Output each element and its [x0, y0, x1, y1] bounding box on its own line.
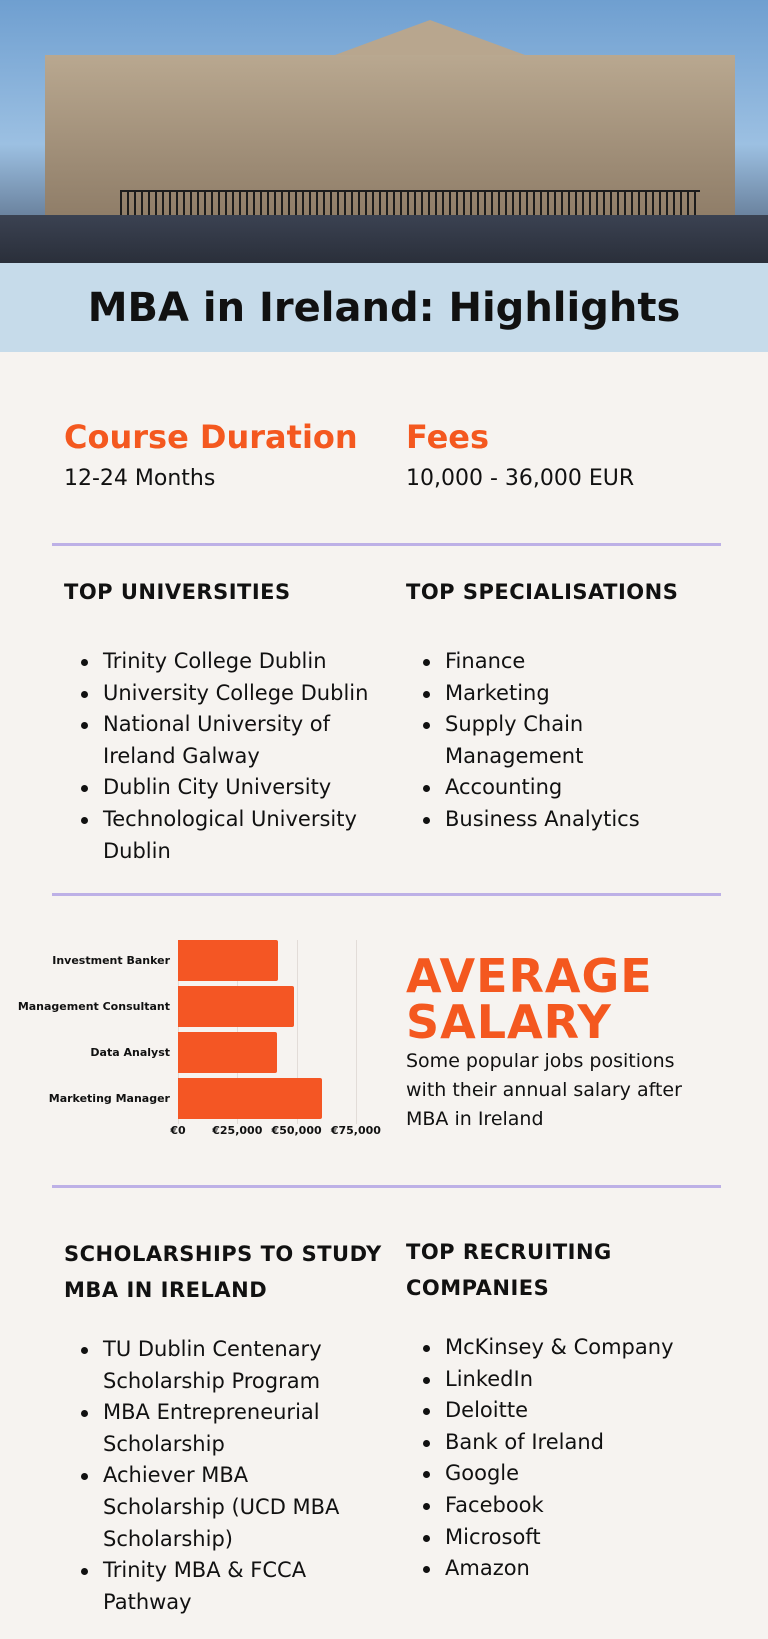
average-salary-description: Some popular jobs positions with their annual salary after MBA in Ireland: [406, 1050, 682, 1130]
top-recruiting-companies: [406, 1234, 706, 1585]
divider: [52, 543, 721, 546]
top-specialisations-heading: TOP SPECIALISATIONS: [406, 580, 679, 604]
course-duration-value: 12-24 Months: [64, 466, 216, 491]
top-specialisations: [406, 574, 746, 836]
course-duration-label: Course Duration: [64, 418, 358, 456]
list-item: TU Dublin Centenary Scholarship Program: [64, 1334, 364, 1397]
average-salary: [406, 949, 726, 1134]
recruiters-heading: TOP RECRUITING COMPANIES: [406, 1240, 612, 1300]
x-tick-label: €0: [170, 1124, 186, 1137]
list-item: McKinsey & Company: [406, 1332, 706, 1364]
gridline: [356, 940, 357, 1124]
list-item: Trinity College Dublin: [64, 646, 394, 678]
list-item: Deloitte: [406, 1395, 706, 1427]
list-item: Technological University Dublin: [64, 804, 364, 867]
bar: [178, 940, 278, 981]
fees-label: Fees: [406, 418, 490, 456]
x-tick-label: €75,000: [330, 1124, 381, 1137]
x-tick-label: €50,000: [271, 1124, 322, 1137]
title-band: [0, 263, 768, 352]
list-item: Microsoft: [406, 1522, 706, 1554]
top-universities: [64, 574, 384, 867]
divider: [52, 1185, 721, 1188]
list-item: Google: [406, 1458, 706, 1490]
specialisations-list: [406, 646, 746, 836]
hero-photo-college-building: [0, 0, 768, 263]
list-item: Accounting: [406, 772, 746, 804]
scholarships-list: [64, 1334, 364, 1618]
list-item: Achiever MBA Scholarship (UCD MBA Scholarship): [64, 1460, 364, 1555]
average-salary-heading-2: SALARY: [406, 995, 612, 1049]
list-item: Trinity MBA & FCCA Pathway: [64, 1555, 364, 1618]
list-item: Bank of Ireland: [406, 1427, 706, 1459]
list-item: Finance: [406, 646, 746, 678]
course-duration: [64, 418, 358, 491]
category-label: Marketing Manager: [48, 1091, 170, 1105]
fence: [120, 190, 700, 218]
list-item: Dublin City University: [64, 772, 394, 804]
list-item: University College Dublin: [64, 678, 394, 710]
fees: [406, 418, 634, 491]
list-item: Marketing: [406, 678, 746, 710]
page-title: MBA in Ireland: Highlights: [87, 284, 681, 331]
average-salary-heading-1: AVERAGE: [406, 949, 653, 1003]
scholarships: [64, 1236, 394, 1618]
divider: [52, 893, 721, 896]
category-label: Investment Banker: [52, 953, 170, 967]
x-tick-label: €25,000: [212, 1124, 263, 1137]
recruiters-list: [406, 1332, 706, 1585]
road: [0, 215, 768, 263]
bar: [178, 1032, 277, 1073]
category-label: Data Analyst: [90, 1045, 170, 1059]
universities-list: [64, 646, 394, 867]
list-item: Supply Chain Management: [406, 709, 606, 772]
category-label: Management Consultant: [17, 999, 170, 1013]
list-item: Business Analytics: [406, 804, 746, 836]
bar: [178, 1078, 322, 1119]
list-item: Facebook: [406, 1490, 706, 1522]
fees-value: 10,000 - 36,000 EUR: [406, 466, 635, 491]
top-universities-heading: TOP UNIVERSITIES: [64, 580, 291, 604]
list-item: LinkedIn: [406, 1364, 706, 1396]
list-item: National University of Ireland Galway: [64, 709, 364, 772]
list-item: Amazon: [406, 1553, 706, 1585]
bar: [178, 986, 294, 1027]
list-item: MBA Entrepreneurial Scholarship: [64, 1397, 364, 1460]
scholarships-heading: SCHOLARSHIPS TO STUDY MBA IN IRELAND: [64, 1242, 382, 1302]
